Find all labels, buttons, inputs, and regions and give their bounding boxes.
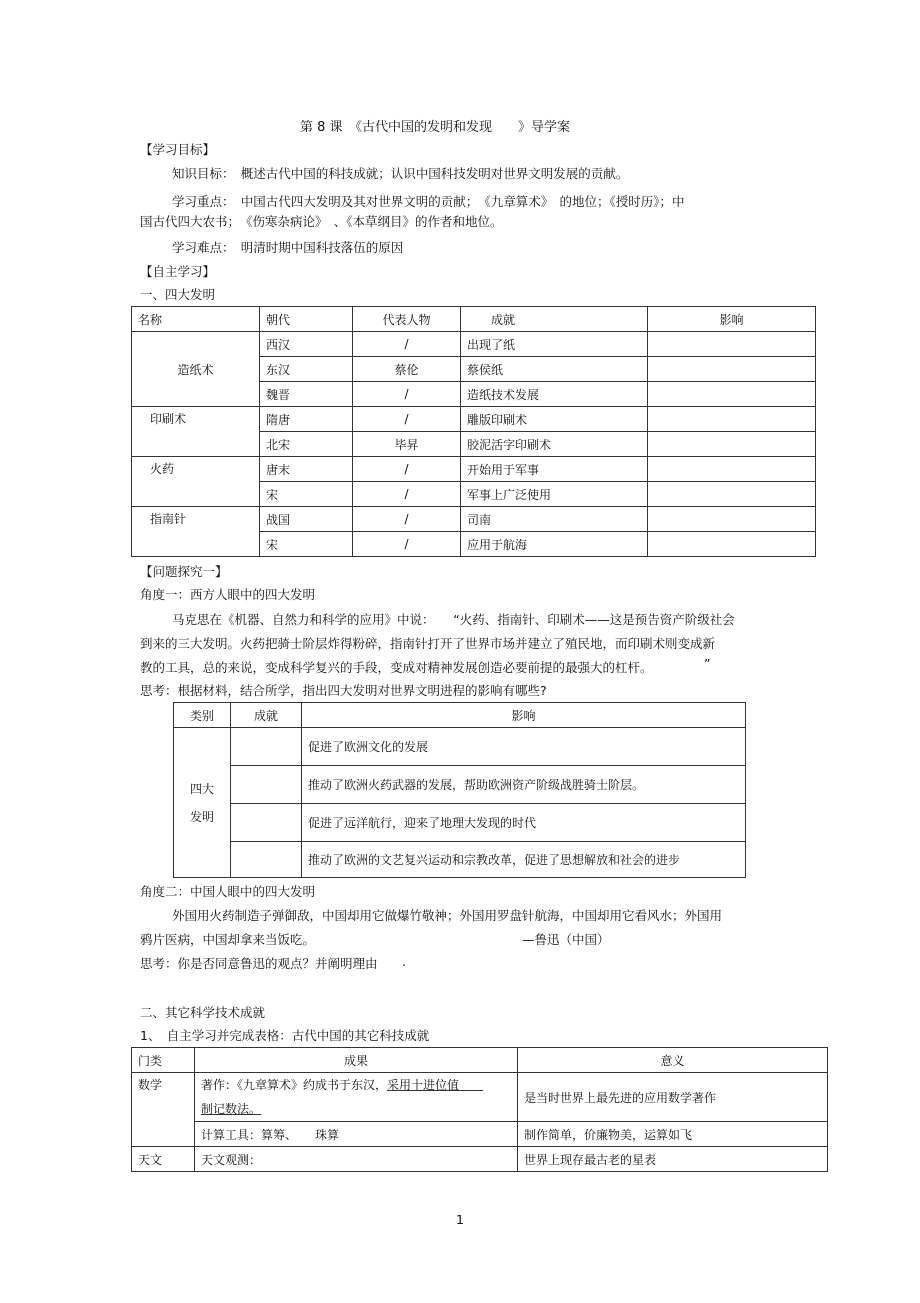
math-work-blank: [459, 1078, 483, 1092]
table-header: 成就: [461, 307, 648, 332]
table-header: 朝代: [260, 307, 353, 332]
significance-cell: 世界上现存最古老的星表: [518, 1147, 828, 1172]
table-cell: /: [353, 332, 461, 357]
effect-cell: 推动了欧洲的文艺复兴运动和宗教改革，促进了思想解放和社会的进步: [302, 842, 746, 878]
table-cell: /: [353, 482, 461, 507]
table-cell: 开始用于军事: [461, 457, 648, 482]
category-math: 数学: [132, 1073, 195, 1147]
table-cell: 宋: [260, 532, 353, 557]
page-title: 第 8 课 《古代中国的发明和发现 》导学案: [300, 120, 571, 135]
category-astronomy: 天文: [132, 1147, 195, 1172]
math-work-text: 著作：《九章算术》约成书于东汉，: [201, 1078, 388, 1092]
table-header: 代表人物: [353, 307, 461, 332]
think-question-2: 思考：你是否同意鲁迅的观点？并阐明理由: [140, 956, 378, 971]
table-cell: /: [353, 457, 461, 482]
think-question-1: 思考：根据材料，结合所学，指出四大发明对世界文明进程的影响有哪些?: [140, 683, 547, 698]
table-cell: /: [353, 382, 461, 407]
table-cell: 魏晋: [260, 382, 353, 407]
table-row: [132, 457, 816, 482]
astro-obs-cell: 天文观测：: [195, 1147, 518, 1172]
table-cell: 毕昇: [353, 432, 461, 457]
table-row: [174, 728, 746, 766]
four-inventions-table: [131, 306, 816, 557]
category-line1: 四大: [189, 781, 214, 796]
marx-quote-line3: 教的工具，总的来说，变成科学复兴的手段，变成对精神发展创造必要前提的最强大的杠杆。: [140, 660, 653, 675]
math-work-underline: 采用: [387, 1078, 412, 1092]
table-header: 成就: [231, 703, 302, 728]
table-row: [174, 766, 746, 804]
table-row: [174, 804, 746, 842]
other-achievements-table: [131, 1047, 828, 1172]
table-row: [132, 1122, 828, 1147]
section-self-study: 【自主学习】: [140, 264, 216, 279]
invention-name: 指南针: [132, 507, 260, 557]
table-cell: 隋唐: [260, 407, 353, 432]
table-cell: /: [353, 407, 461, 432]
category-line2: 发明: [189, 809, 214, 824]
table-cell: 军事上广泛使用: [461, 482, 648, 507]
table-cell: 出现了纸: [461, 332, 648, 357]
think-question-2-end: .: [402, 954, 406, 969]
effect-cell: 促进了欧洲文化的发展: [302, 728, 746, 766]
goal-knowledge: 知识目标： 概述古代中国的科技成就；认识中国科技发明对世界文明发展的贡献。: [172, 166, 629, 181]
table-row: [132, 1073, 828, 1122]
table-cell: /: [353, 507, 461, 532]
part2-title: 二、其它科学技术成就: [140, 1005, 266, 1020]
section-goal: 【学习目标】: [140, 142, 216, 157]
table-cell-empty: [648, 382, 816, 407]
luxun-line1: 外国用火药制造子弹御敌，中国却用它做爆竹敬神；外国用罗盘针航海，中国却用它看风水；外国用: [172, 908, 723, 923]
table-row: [132, 407, 816, 432]
significance-cell: 是当时世界上最先进的应用数学著作: [518, 1073, 828, 1122]
section-inquiry: 【问题探究一】: [140, 564, 228, 579]
invention-name: 印刷术: [132, 407, 260, 457]
table-header: 门类: [132, 1048, 195, 1073]
table-row: [132, 507, 816, 532]
table-cell: 司南: [461, 507, 648, 532]
quote-end-mark: ”: [704, 656, 711, 671]
table-header-row: [174, 703, 746, 728]
table-header: 影响: [302, 703, 746, 728]
marx-quote-line2: 到来的三大发明。火药把骑士阶层炸得粉碎，指南针打开了世界市场并建立了殖民地，而印刷术则变成新: [140, 636, 716, 651]
table-cell: 雕版印刷术: [461, 407, 648, 432]
table-row: [132, 1147, 828, 1172]
table-cell-empty: [648, 457, 816, 482]
table-cell-empty: [231, 842, 302, 878]
table-cell-empty: [648, 532, 816, 557]
table-cell: 胶泥活字印刷术: [461, 432, 648, 457]
table-cell: 战国: [260, 507, 353, 532]
table-cell: 北宋: [260, 432, 353, 457]
table-header: 影响: [648, 307, 816, 332]
table-cell: 应用于航海: [461, 532, 648, 557]
table-cell-empty: [231, 766, 302, 804]
invention-name: 造纸术: [132, 332, 260, 407]
table-header: 成果: [195, 1048, 518, 1073]
table-cell: 宋: [260, 482, 353, 507]
table-cell: 蔡侯纸: [461, 357, 648, 382]
table-cell: 东汉: [260, 357, 353, 382]
goal-key-line1: 学习重点： 中国古代四大发明及其对世界文明的贡献； 《九章算术》 的地位；《授时历》；中: [172, 194, 685, 209]
angle1-title: 角度一：西方人眼中的四大发明: [140, 587, 316, 602]
table-cell-empty: [231, 804, 302, 842]
table-cell: 西汉: [260, 332, 353, 357]
luxun-line2: 鸦片医病，中国却拿来当饭吃。: [140, 932, 316, 947]
luxun-source: —鲁迅（中国）: [522, 932, 610, 947]
table-header-row: [132, 307, 816, 332]
table-cell: 蔡伦: [353, 357, 461, 382]
marx-quote-line1: 马克思在《机器、自然力和科学的应用》中说： “火药、指南针、印刷术——这是预告资产阶级社会: [172, 612, 735, 627]
math-work-text: 制记数法。: [201, 1102, 262, 1116]
goal-key-line2: 国古代四大农书； 《伤寒杂病论》 、《本草纲目》的作者和地位。: [140, 214, 503, 229]
goal-difficulty: 学习难点： 明清时期中国科技落伍的原因: [172, 240, 404, 255]
math-work-underline: 十进位值: [411, 1078, 460, 1092]
table-cell-empty: [648, 357, 816, 382]
part2-task: 1、 自主学习并完成表格：古代中国的其它科技成就: [140, 1028, 430, 1043]
table-row: [132, 332, 816, 357]
category-cell: [174, 728, 231, 878]
influence-table: [173, 702, 746, 878]
effect-cell: 推动了欧洲火药武器的发展，帮助欧洲资产阶级战胜骑士阶层。: [302, 766, 746, 804]
angle2-title: 角度二：中国人眼中的四大发明: [140, 884, 316, 899]
table-cell-empty: [231, 728, 302, 766]
math-tool-cell: 计算工具：算筹、 珠算: [195, 1122, 518, 1147]
table-cell-empty: [648, 432, 816, 457]
table-cell-empty: [648, 482, 816, 507]
table-cell: /: [353, 532, 461, 557]
table-header: 类别: [174, 703, 231, 728]
part1-title: 一、四大发明: [140, 287, 216, 302]
table-cell-empty: [648, 332, 816, 357]
page-number: 1: [456, 1212, 464, 1227]
table-row: [174, 842, 746, 878]
table-cell-empty: [648, 507, 816, 532]
table-header: 名称: [132, 307, 260, 332]
math-work-cell: [195, 1073, 518, 1122]
table-cell: 造纸技术发展: [461, 382, 648, 407]
invention-name: 火药: [132, 457, 260, 507]
table-header: 意义: [518, 1048, 828, 1073]
table-header-row: [132, 1048, 828, 1073]
table-cell-empty: [648, 407, 816, 432]
significance-cell: 制作简单，价廉物美，运算如飞: [518, 1122, 828, 1147]
table-cell: 唐末: [260, 457, 353, 482]
effect-cell: 促进了远洋航行，迎来了地理大发现的时代: [302, 804, 746, 842]
